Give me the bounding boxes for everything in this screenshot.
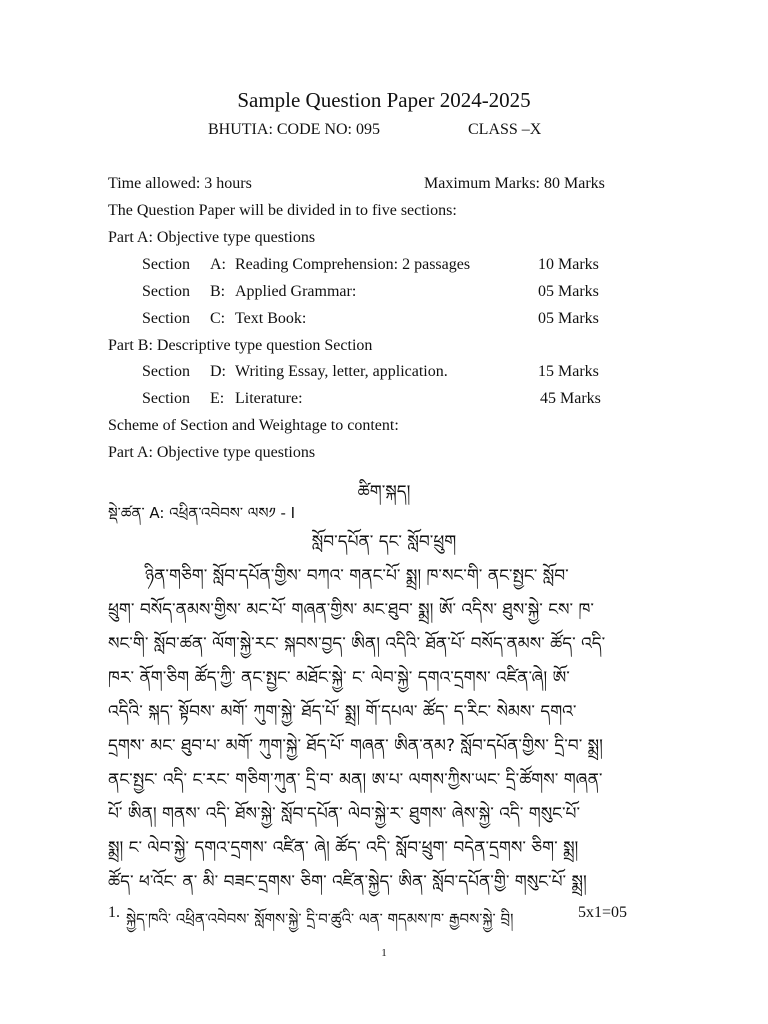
- paragraph-line: འདིའི་ སྐད་ སྟོབས་ མགོ་ ཀུག་སྐྱེ་ ཐོད་པོ་ སྨྲ། གོ་དཔལ་ ཚོད་ ད་རིང་ སེམས་ དགའ་: [108, 702, 577, 722]
- scheme-heading: Scheme of Section and Weightage to content:: [108, 417, 399, 434]
- section-desc: Writing Essay, letter, application.: [235, 363, 448, 380]
- section-letter: D:: [210, 363, 226, 380]
- section-marks: 45 Marks: [540, 390, 601, 407]
- section-marks: 15 Marks: [538, 363, 599, 380]
- time-allowed: Time allowed: 3 hours: [108, 175, 252, 192]
- section-desc: Literature:: [235, 390, 303, 407]
- question-marks: 5x1=05: [578, 904, 628, 921]
- section-letter: A:: [210, 256, 226, 273]
- section-desc: Applied Grammar:: [235, 283, 357, 300]
- section-word: Section: [142, 256, 190, 273]
- section-word: Section: [142, 283, 190, 300]
- paragraph-line: པོ་ ཨིན། གནས་ འདི་ ཐོས་སྐྱེ་ སློབ་དཔོན་ ལེབ་སྐྱེ་ར་ ཐུགས་ ཞེས་སྐྱེ་ འདི་ གསུང་པོ་: [108, 804, 581, 824]
- subject-code: BHUTIA: CODE NO: 095: [208, 121, 380, 138]
- section-desc: Text Book:: [235, 310, 307, 327]
- section-marks: 05 Marks: [538, 283, 599, 300]
- paragraph-line: སང་གི་ སློབ་ཚན་ ལོག་སྐྱེ་རང་ སྐབས་བྱད་ ཨིན། འདིའི་ ཐོན་པོ་ བསོད་ནམས་ ཚོད་ འདི་: [108, 634, 606, 654]
- division-note: The Question Paper will be divided in to five sections:: [108, 202, 457, 219]
- paragraph-line: སྨྲ། ང་ ལེབ་སྐྱེ་ དགའ་དྲགས་ འཛིན་ ཞེ། ཚོད་ འདི་ སློབ་ཕྲུག་ བདེན་དྲགས་ ཅིག་ སྨྲ།: [108, 838, 579, 858]
- paper-title: Sample Question Paper 2024-2025: [237, 88, 531, 112]
- part-a-heading: Part A: Objective type questions: [108, 229, 316, 246]
- paragraph-line: ཉིན་གཅིག་ སློབ་དཔོན་གྱིས་ བཀའ་ གནང་པོ་ སྨྲ། ཁ་སང་གི་ ནང་སྤྱང་ སློབ་: [145, 566, 569, 586]
- section-word: Section: [142, 363, 190, 380]
- section-marks: 10 Marks: [538, 256, 599, 273]
- paragraph-line: དྲགས་ མང་ ཐུབ་པ་ མགོ་ ཀུག་སྐྱེ་ ཐོད་པོ་ གཞན་ ཨིན་ནམ? སློབ་དཔོན་གྱིས་ དྲི་བ་ སྨྲ།: [108, 736, 603, 756]
- paragraph-line: ནང་སྤྱང་ འདི་ ང་རང་ གཅིག་ཀུན་ དྲི་བ་ མན། ཨ་པ་ ལགས་ཀྱིས་ཡང་ དྲི་ཚོགས་ གཞན་: [108, 770, 603, 790]
- class-label: CLASS –X: [468, 121, 542, 138]
- part-a-repeat-heading: Part A: Objective type questions: [108, 444, 316, 461]
- page-number: 1: [381, 947, 387, 959]
- section-letter: C:: [210, 310, 226, 327]
- tibetan-subheading: སློབ་དཔོན་ དང་ སློབ་ཕྲུག: [311, 532, 457, 552]
- max-marks: Maximum Marks: 80 Marks: [424, 175, 605, 192]
- paragraph-line: ཁར་ ནོག་ཅིག ཚོད་ཀྱི་ ནང་སྤྱང་ མཐོང་སྐྱེ་ ང་ ལེབ་སྐྱེ་ དགའ་དྲགས་ འཛིན་ཞེ། ཨོ་: [108, 668, 570, 688]
- question-text: སྐྱེད་ཁའི་ འཕྲིན་འབེབས་ སློགས་སྐྱེ་ དྲི་བ་ཚུའི་ ལན་ གདམས་ཁ་ རྒྱབས་སྐྱེ་ བྲི།: [126, 910, 514, 928]
- section-marks: 05 Marks: [538, 310, 599, 327]
- section-letter: B:: [210, 283, 226, 300]
- section-word: Section: [142, 310, 190, 327]
- tibetan-section-label: སྡེ་ཚན་ A: འཕྲིན་འབེབས་ ལས༡ - I: [108, 504, 296, 522]
- section-letter: E:: [210, 390, 225, 407]
- question-number: 1.: [108, 904, 120, 921]
- section-word: Section: [142, 390, 190, 407]
- part-b-heading: Part B: Descriptive type question Section: [108, 337, 373, 354]
- section-desc: Reading Comprehension: 2 passages: [235, 256, 471, 273]
- paragraph-line: ཚོད་ ཕ་འོང་ ན་ མི་ བཟང་དྲགས་ ཅིག་ འཛིན་སྐྱེད་ ཨིན་ སློབ་དཔོན་གྱི་ གསུང་པོ་ སྨྲ།: [108, 872, 587, 892]
- tibetan-heading: ཚིག་སྐད།: [357, 482, 411, 502]
- paragraph-line: ཕྲུག་ བསོད་ནམས་གྱིས་ མང་པོ་ གཞན་གྱིས་ མང་ཐུབ་ སྨྲ། ཨོ་ འདིས་ ཐུས་སྐྱེ་ ངས་ ཁ་: [108, 600, 594, 620]
